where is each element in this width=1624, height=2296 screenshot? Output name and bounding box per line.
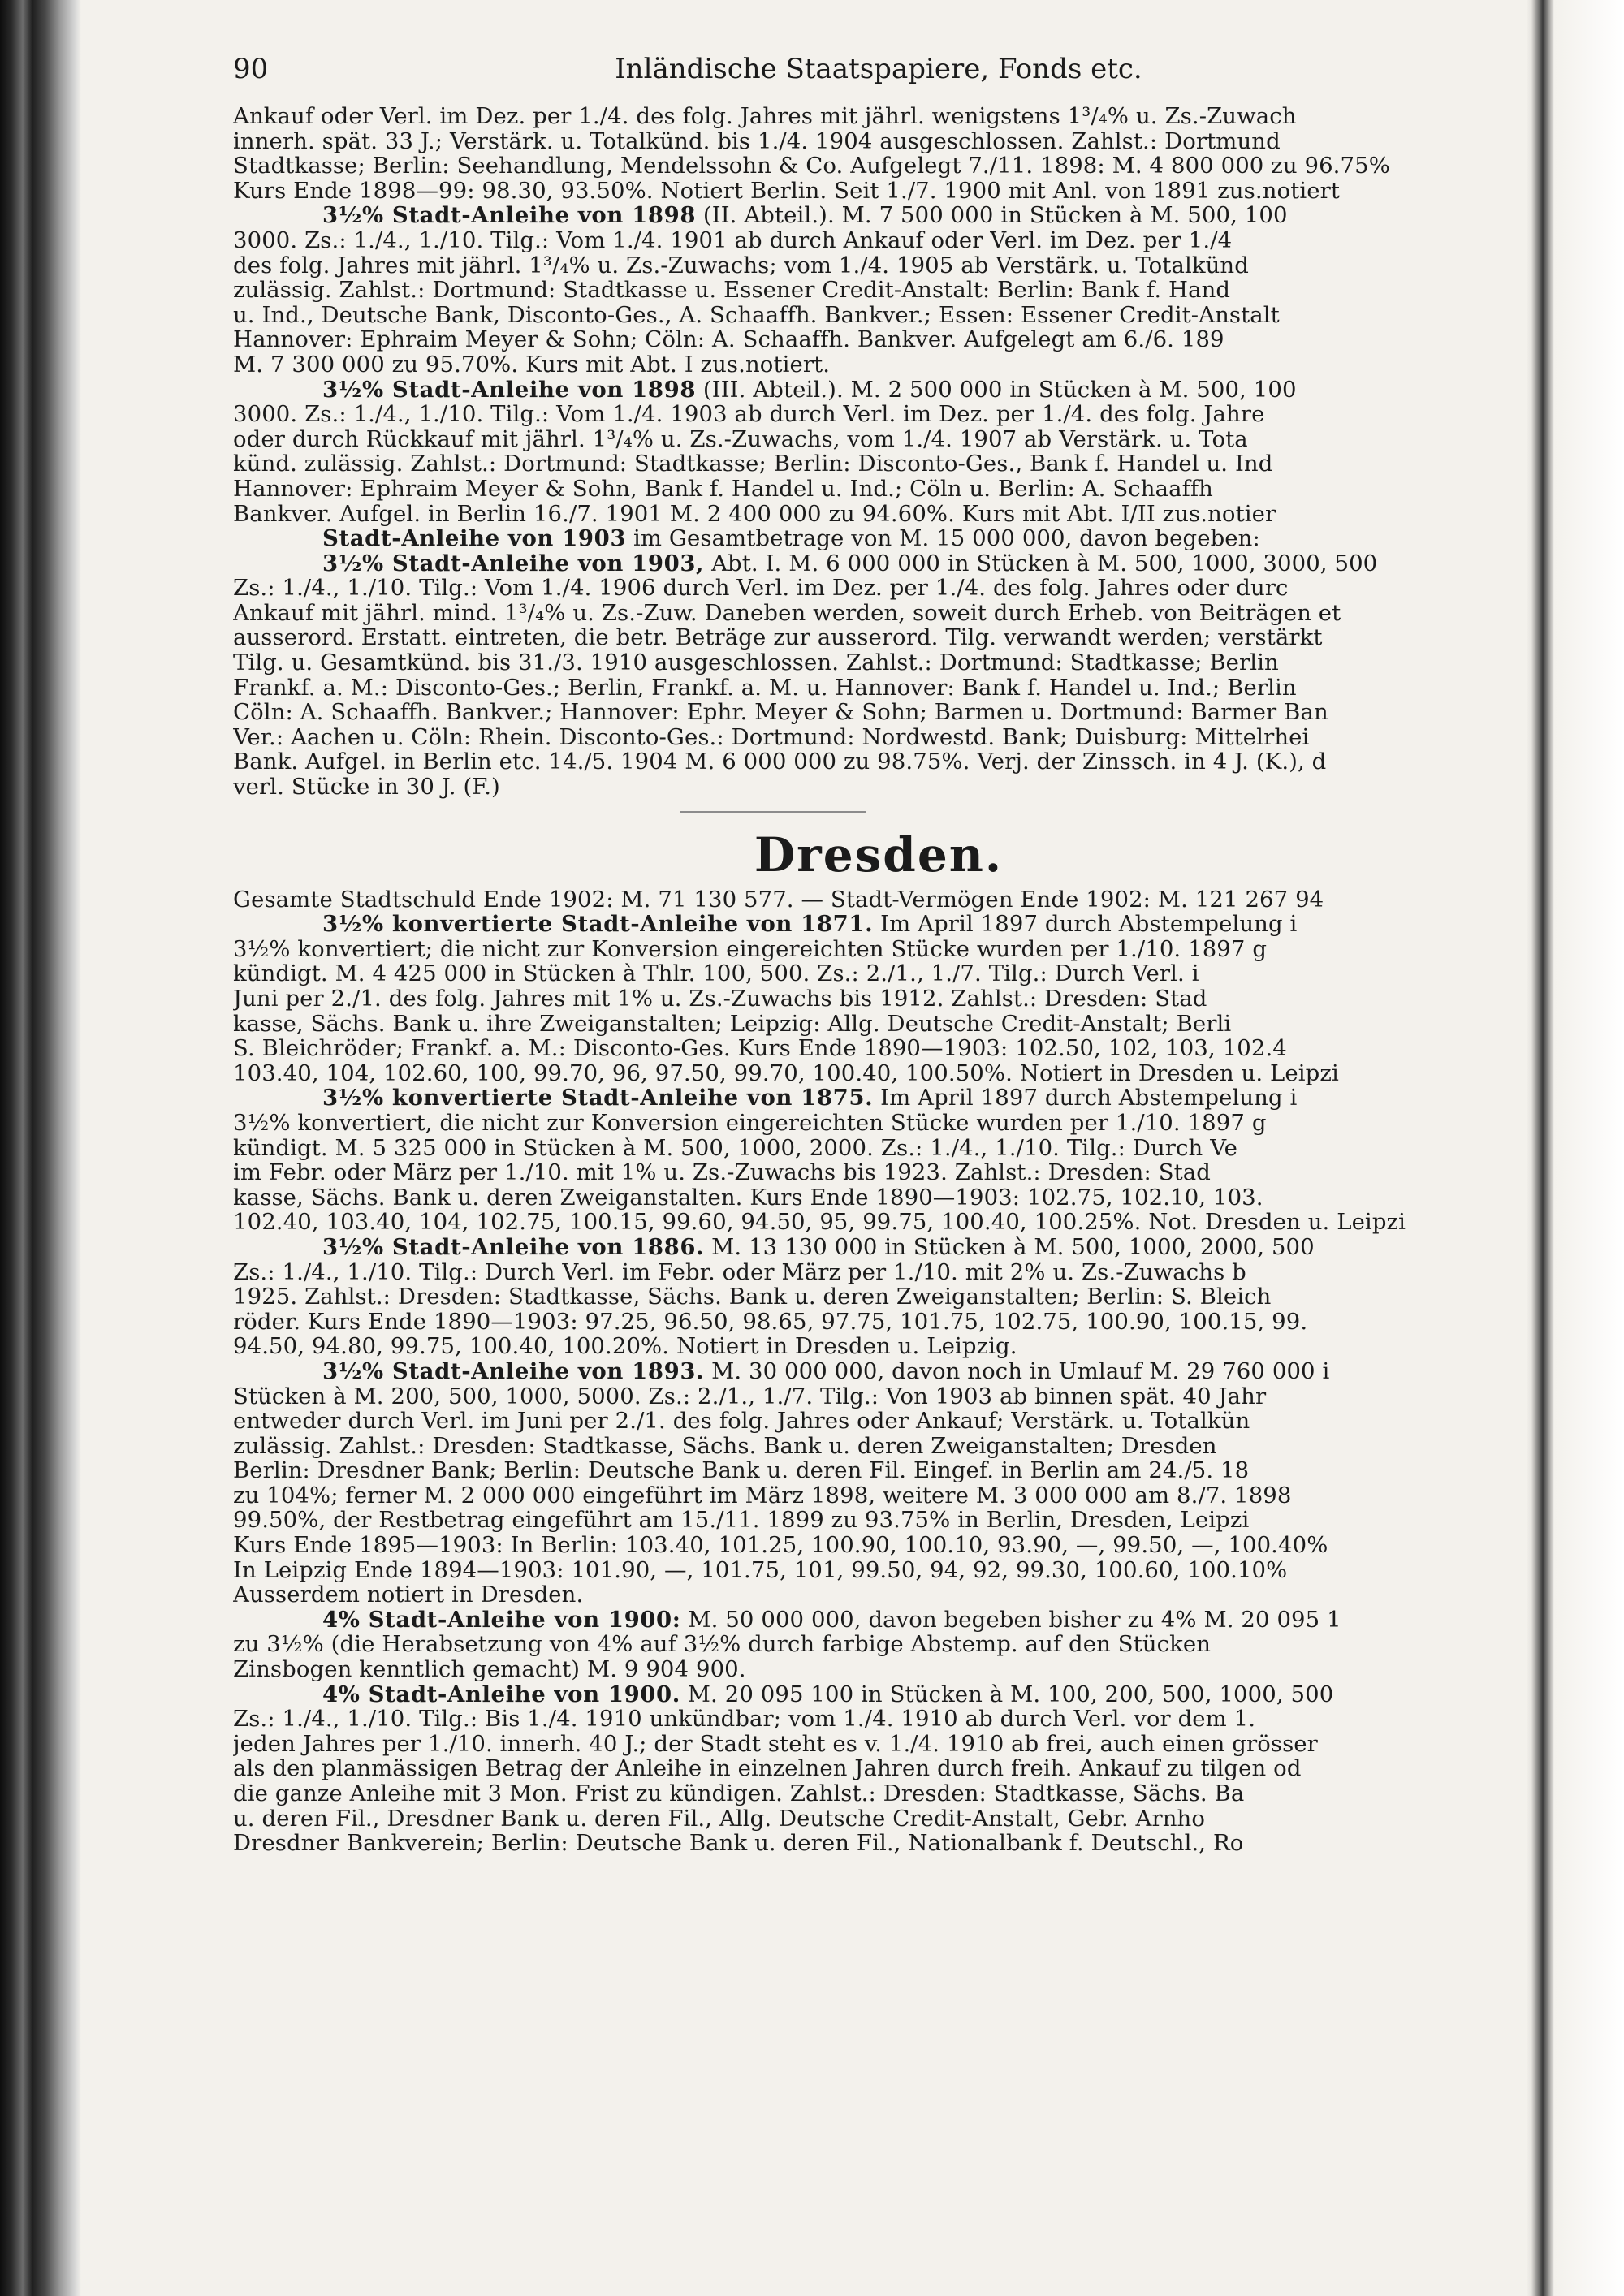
- line-text: Bankver. Aufgel. in Berlin 16./7. 1901 M. 2 400 000 zu 94.60%. Kurs mit Abt. I/II zus.notier: [233, 500, 1276, 527]
- loan-title: 3½% konvertierte Stadt-Anleihe von 1875.: [322, 1085, 874, 1111]
- text-line: [233, 1632, 1524, 1657]
- line-text: Abt. I. M. 6 000 000 in Stücken à M. 500, 1000, 3000, 500: [704, 550, 1378, 576]
- line-text: 1925. Zahlst.: Dresden: Stadtkasse, Sächs. Bank u. deren Zweiganstalten; Berlin: S. Bleich: [233, 1284, 1272, 1310]
- text-line: [233, 1384, 1524, 1409]
- text-line: [233, 153, 1524, 179]
- text-line: [233, 1483, 1524, 1508]
- entry-heading-line: [233, 1085, 1524, 1111]
- loan-title: Stadt-Anleihe von 1903: [322, 525, 627, 552]
- line-text: 94.50, 94.80, 99.75, 100.40, 100.20%. Notiert in Dresden u. Leipzig.: [233, 1333, 1017, 1360]
- line-text: u. deren Fil., Dresdner Bank u. deren Fil., Allg. Deutsche Credit-Anstalt, Gebr. Arnho: [233, 1805, 1206, 1832]
- line-text: zulässig. Zahlst.: Dresden: Stadtkasse, Sächs. Bank u. deren Zweiganstalten; Dresden: [233, 1432, 1217, 1459]
- text-line: [233, 1260, 1524, 1285]
- line-text: Zinsbogen kenntlich gemacht) M. 9 904 900.: [233, 1656, 746, 1683]
- line-text: im Gesamtbetrage von M. 15 000 000, davon begeben:: [626, 525, 1260, 552]
- text-line: [233, 601, 1524, 626]
- text-line: [233, 402, 1524, 427]
- entry-heading-line: [233, 551, 1524, 576]
- line-text: röder. Kurs Ende 1890—1903: 97.25, 96.50, 98.65, 97.75, 101.75, 102.75, 100.90, 100.15, 99.: [233, 1308, 1308, 1335]
- entry-heading-line: [233, 912, 1524, 937]
- line-text: im Febr. oder März per 1./10. mit 1% u. Zs.-Zuwachs bis 1923. Zahlst.: Dresden: Stad: [233, 1159, 1211, 1186]
- running-head: Inländische Staatspapiere, Fonds etc.: [615, 53, 1142, 85]
- text-line: [233, 477, 1524, 502]
- loan-title: 3½% Stadt-Anleihe von 1903,: [322, 550, 705, 576]
- section-heading-dresden: Dresden.: [754, 826, 1004, 883]
- text-line: [233, 1111, 1524, 1136]
- document-page: [233, 0, 1524, 2296]
- text-line: [233, 1657, 1524, 1682]
- text-line: [233, 961, 1524, 986]
- line-text: In Leipzig Ende 1894—1903: 101.90, —, 101.75, 101, 99.50, 94, 92, 99.30, 100.60, 100.10%: [233, 1556, 1288, 1583]
- text-line: [233, 675, 1524, 701]
- line-text: zulässig. Zahlst.: Dortmund: Stadtkasse u. Essener Credit-Anstalt: Berlin: Bank f. Hand: [233, 277, 1231, 304]
- text-line: [233, 1012, 1524, 1037]
- dresden-section: [233, 887, 1524, 1856]
- text-line: [233, 1310, 1524, 1335]
- entry-heading-line: [233, 1682, 1524, 1707]
- text-line: [233, 749, 1524, 775]
- loan-title: 3½% Stadt-Anleihe von 1893.: [322, 1357, 705, 1384]
- line-text: M. 7 300 000 zu 95.70%. Kurs mit Abt. I zus.notiert.: [233, 351, 831, 378]
- section-divider: [680, 811, 866, 813]
- line-text: 3000. Zs.: 1./4., 1./10. Tilg.: Vom 1./4. 1903 ab durch Verl. im Dez. per 1./4. des folg. Jahre: [233, 401, 1265, 428]
- line-text: Stadtkasse; Berlin: Seehandlung, Mendelssohn & Co. Aufgelegt 7./11. 1898: M. 4 800 000 zu 96.75%: [233, 153, 1390, 179]
- text-line: [233, 1160, 1524, 1185]
- text-line: [233, 650, 1524, 675]
- text-line: [233, 327, 1524, 352]
- text-line: [233, 775, 1524, 800]
- line-text: des folg. Jahres mit jährl. 1³/₄% u. Zs.-Zuwachs; vom 1./4. 1905 ab Verstärk. u. Totalkünd: [233, 252, 1249, 278]
- line-text: Stücken à M. 200, 500, 1000, 5000. Zs.: 2./1., 1./7. Tilg.: Von 1903 ab binnen spät. 40 Jahr: [233, 1383, 1267, 1409]
- text-line: [233, 1434, 1524, 1459]
- line-text: kasse, Sächs. Bank u. deren Zweiganstalten. Kurs Ende 1890—1903: 102.75, 102.10, 103.: [233, 1184, 1263, 1211]
- text-line: [233, 1136, 1524, 1161]
- line-text: innerh. spät. 33 J.; Verstärk. u. Totalkünd. bis 1./4. 1904 ausgeschlossen. Zahlst.: Dortmund: [233, 127, 1281, 154]
- text-line: [233, 303, 1524, 328]
- text-line: [233, 1533, 1524, 1558]
- line-text: Hannover: Ephraim Meyer & Sohn; Cöln: A. Schaaffh. Bankver. Aufgelegt am 6./6. 189: [233, 326, 1224, 353]
- line-text: 3½% konvertiert; die nicht zur Konversion eingereichten Stücke wurden per 1./10. 1897 g: [233, 935, 1268, 962]
- line-text: als den planmässigen Betrag der Anleihe in einzelnen Jahren durch freih. Ankauf zu tilgen od: [233, 1755, 1302, 1782]
- text-line: [233, 1210, 1524, 1235]
- text-line: [233, 1061, 1524, 1086]
- text-line: [233, 1558, 1524, 1583]
- line-text: künd. zulässig. Zahlst.: Dortmund: Stadtkasse; Berlin: Disconto-Ges., Bank f. Handel u. Ind: [233, 451, 1273, 477]
- line-text: Kurs Ende 1895—1903: In Berlin: 103.40, 101.25, 100.90, 100.10, 93.90, —, 99.50, —, 100.40%: [233, 1532, 1328, 1559]
- line-text: Bank. Aufgel. in Berlin etc. 14./5. 1904 M. 6 000 000 zu 98.75%. Verj. der Zinssch. in 4 J. (K.), d: [233, 749, 1327, 775]
- text-line: [233, 352, 1524, 378]
- loan-title: 4% Stadt-Anleihe von 1900.: [322, 1681, 680, 1707]
- entry-heading-line: [233, 1235, 1524, 1260]
- text-line: [233, 986, 1524, 1012]
- line-text: verl. Stücke in 30 J. (F.): [233, 774, 500, 801]
- page-header: [233, 45, 1524, 93]
- text-line: [233, 1732, 1524, 1757]
- line-text: 3½% konvertiert, die nicht zur Konversion eingereichten Stücke wurden per 1./10. 1897 g: [233, 1109, 1267, 1136]
- line-text: Ankauf mit jährl. mind. 1³/₄% u. Zs.-Zuw. Daneben werden, soweit durch Erheb. von Beiträgen et: [233, 599, 1341, 626]
- entry-heading-line: [233, 1359, 1524, 1384]
- text-line: [233, 1582, 1524, 1608]
- line-text: ausserord. Erstatt. eintreten, die betr. Beträge zur ausserord. Tilg. verwandt werden; verstärkt: [233, 624, 1323, 651]
- line-text: Ankauf oder Verl. im Dez. per 1./4. des folg. Jahres mit jährl. wenigstens 1³/₄% u. Zs.-Zuwach: [233, 103, 1297, 129]
- line-text: kasse, Sächs. Bank u. ihre Zweiganstalten; Leipzig: Allg. Deutsche Credit-Anstalt; Berli: [233, 1010, 1232, 1037]
- line-text: Dresdner Bankverein; Berlin: Deutsche Bank u. deren Fil., Nationalbank f. Deutschl., Ro: [233, 1830, 1244, 1857]
- text-line: [233, 1036, 1524, 1061]
- line-text: 99.50%, der Restbetrag eingeführt am 15./11. 1899 zu 93.75% in Berlin, Dresden, Leipzi: [233, 1507, 1250, 1534]
- text-line: [233, 1508, 1524, 1533]
- line-text: Ver.: Aachen u. Cöln: Rhein. Disconto-Ges.: Dortmund: Nordwestd. Bank; Duisburg: Mittelrhei: [233, 723, 1310, 750]
- entry-heading-line: [233, 378, 1524, 403]
- line-text: Zs.: 1./4., 1./10. Tilg.: Vom 1./4. 1906 durch Verl. im Dez. per 1./4. des folg. Jahres oder durc: [233, 575, 1289, 602]
- loan-title: 4% Stadt-Anleihe von 1900:: [322, 1606, 681, 1633]
- text-line: [233, 451, 1524, 477]
- text-line: [233, 129, 1524, 154]
- line-text: Gesamte Stadtschuld Ende 1902: M. 71 130 577. — Stadt-Vermögen Ende 1902: M. 121 267 94: [233, 886, 1324, 913]
- page-edge-right: [1527, 0, 1624, 2296]
- line-text: Im April 1897 durch Abstempelung i: [873, 1085, 1298, 1111]
- line-text: (II. Abteil.). M. 7 500 000 in Stücken à M. 500, 100: [696, 202, 1288, 229]
- line-text: 3000. Zs.: 1./4., 1./10. Tilg.: Vom 1./4. 1901 ab durch Ankauf oder Verl. im Dez. per 1./4: [233, 227, 1233, 253]
- line-text: Kurs Ende 1898—99: 98.30, 93.50%. Notiert Berlin. Seit 1./7. 1900 mit Anl. von 1891 zus.notiert: [233, 177, 1341, 204]
- line-text: 102.40, 103.40, 104, 102.75, 100.15, 99.60, 94.50, 95, 99.75, 100.40, 100.25%. Not. Dresden u. Leipzi: [233, 1209, 1406, 1236]
- line-text: Tilg. u. Gesamtkünd. bis 31./3. 1910 ausgeschlossen. Zahlst.: Dortmund: Stadtkasse; Berlin: [233, 650, 1279, 676]
- text-line: [233, 700, 1524, 725]
- text-line: [233, 104, 1524, 129]
- dortmund-section-continuation: [233, 104, 1524, 800]
- line-text: zu 104%; ferner M. 2 000 000 eingeführt im März 1898, weitere M. 3 000 000 am 8./7. 1898: [233, 1482, 1292, 1508]
- text-line: [233, 502, 1524, 527]
- text-line: [233, 1756, 1524, 1781]
- entry-heading-line: [233, 1608, 1524, 1633]
- line-text: M. 30 000 000, davon noch in Umlauf M. 29 760 000 i: [704, 1357, 1330, 1384]
- loan-title: 3½% konvertierte Stadt-Anleihe von 1871.: [322, 911, 874, 938]
- line-text: kündigt. M. 4 425 000 in Stücken à Thlr. 100, 500. Zs.: 2./1., 1./7. Tilg.: Durch Verl. i: [233, 960, 1199, 987]
- text-line: [233, 1458, 1524, 1483]
- text-line: [233, 1806, 1524, 1832]
- page-number: 90: [233, 53, 269, 85]
- line-text: M. 13 130 000 in Stücken à M. 500, 1000, 2000, 500: [704, 1233, 1315, 1260]
- line-text: kündigt. M. 5 325 000 in Stücken à M. 500, 1000, 2000. Zs.: 1./4., 1./10. Tilg.: Durch Ve: [233, 1134, 1238, 1161]
- line-text: jeden Jahres per 1./10. innerh. 40 J.; der Stadt steht es v. 1./4. 1910 ab frei, auch einen grösser: [233, 1730, 1318, 1757]
- line-text: Frankf. a. M.: Disconto-Ges.; Berlin, Frankf. a. M. u. Hannover: Bank f. Handel u. Ind.; Berlin: [233, 674, 1297, 701]
- line-text: entweder durch Verl. im Juni per 2./1. des folg. Jahres oder Ankauf; Verstärk. u. Totalkün: [233, 1408, 1250, 1435]
- text-line: [233, 1707, 1524, 1732]
- text-line: [233, 228, 1524, 253]
- text-line: [233, 179, 1524, 204]
- text-line: [233, 1185, 1524, 1211]
- line-text: Berlin: Dresdner Bank; Berlin: Deutsche Bank u. deren Fil. Eingef. in Berlin am 24./5. 18: [233, 1457, 1250, 1484]
- line-text: M. 20 095 100 in Stücken à M. 100, 200, 500, 1000, 500: [680, 1681, 1334, 1707]
- book-binding-left-edge: [0, 0, 81, 2296]
- text-line: [233, 625, 1524, 650]
- line-text: (III. Abteil.). M. 2 500 000 in Stücken à M. 500, 100: [696, 376, 1297, 403]
- text-line: [233, 1284, 1524, 1310]
- text-line: [233, 1334, 1524, 1359]
- line-text: Cöln: A. Schaaffh. Bankver.; Hannover: Ephr. Meyer & Sohn; Barmen u. Dortmund: Barmer Ban: [233, 699, 1328, 726]
- text-line: [233, 427, 1524, 452]
- text-line: [233, 278, 1524, 303]
- line-text: Zs.: 1./4., 1./10. Tilg.: Bis 1./4. 1910 unkündbar; vom 1./4. 1910 ab durch Verl. vor dem 1.: [233, 1706, 1256, 1733]
- loan-title: 3½% Stadt-Anleihe von 1898: [322, 376, 697, 403]
- line-text: Juni per 2./1. des folg. Jahres mit 1% u. Zs.-Zuwachs bis 1912. Zahlst.: Dresden: Stad: [233, 986, 1207, 1012]
- text-line: [233, 887, 1524, 913]
- text-line: [233, 937, 1524, 962]
- line-text: Ausserdem notiert in Dresden.: [233, 1582, 584, 1608]
- entry-heading-line: [233, 526, 1524, 551]
- line-text: die ganze Anleihe mit 3 Mon. Frist zu kündigen. Zahlst.: Dresden: Stadtkasse, Sächs. Ba: [233, 1780, 1245, 1806]
- line-text: oder durch Rückkauf mit jährl. 1³/₄% u. Zs.-Zuwachs, vom 1./4. 1907 ab Verstärk. u. Tota: [233, 425, 1248, 452]
- line-text: Hannover: Ephraim Meyer & Sohn, Bank f. Handel u. Ind.; Cöln u. Berlin: A. Schaaffh: [233, 475, 1213, 502]
- text-line: [233, 725, 1524, 750]
- line-text: zu 3½% (die Herabsetzung von 4% auf 3½% durch farbige Abstemp. auf den Stücken: [233, 1631, 1212, 1658]
- text-line: [233, 576, 1524, 601]
- text-line: [233, 253, 1524, 278]
- line-text: u. Ind., Deutsche Bank, Disconto-Ges., A. Schaaffh. Bankver.; Essen: Essener Credit-Anstalt: [233, 301, 1280, 328]
- line-text: 103.40, 104, 102.60, 100, 99.70, 96, 97.50, 99.70, 100.40, 100.50%. Notiert in Dresden u. Leipzi: [233, 1060, 1339, 1086]
- text-line: [233, 1781, 1524, 1806]
- line-text: M. 50 000 000, davon begeben bisher zu 4% M. 20 095 1: [680, 1606, 1341, 1633]
- text-body: [233, 104, 1524, 1856]
- loan-title: 3½% Stadt-Anleihe von 1898: [322, 202, 697, 229]
- line-text: Zs.: 1./4., 1./10. Tilg.: Durch Verl. im Febr. oder März per 1./10. mit 2% u. Zs.-Zuwachs b: [233, 1258, 1246, 1285]
- text-line: [233, 1409, 1524, 1434]
- line-text: Im April 1897 durch Abstempelung i: [873, 911, 1298, 938]
- loan-title: 3½% Stadt-Anleihe von 1886.: [322, 1233, 705, 1260]
- line-text: S. Bleichröder; Frankf. a. M.: Disconto-Ges. Kurs Ende 1890—1903: 102.50, 102, 103, 102.4: [233, 1035, 1287, 1062]
- text-line: [233, 1831, 1524, 1856]
- entry-heading-line: [233, 203, 1524, 228]
